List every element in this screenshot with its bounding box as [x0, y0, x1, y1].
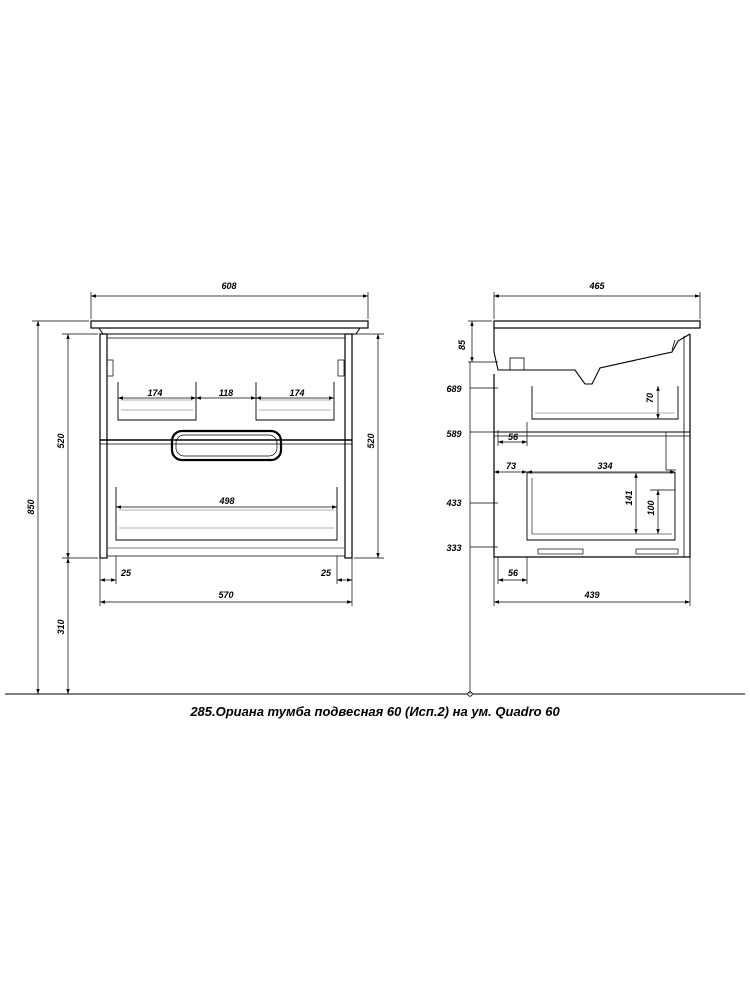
- dim-level-689: 689: [446, 384, 462, 394]
- dim-side-width-465: 465: [589, 281, 605, 291]
- dim-offset-right-25: 25: [320, 568, 332, 578]
- dim-mount-height-310: 310: [56, 619, 66, 635]
- front-view: [91, 321, 368, 558]
- dim-body-height-left-520: 520: [56, 433, 66, 449]
- dim-depth-56-bottom: 56: [507, 568, 519, 578]
- dim-total-height-850: 850: [26, 499, 36, 515]
- front-right-panel: [345, 334, 352, 558]
- dim-drawer-inner-498: 498: [219, 496, 235, 506]
- dim-drawer-height-141: 141: [624, 490, 634, 506]
- side-basin-profile: [494, 328, 690, 384]
- dim-inner-center-118: 118: [218, 388, 234, 398]
- dim-drawer-depth-334: 334: [597, 461, 613, 471]
- dim-body-width-570: 570: [218, 590, 234, 600]
- dim-offset-left-25: 25: [120, 568, 132, 578]
- dim-level-433: 433: [446, 498, 462, 508]
- dim-inner-left-174: 174: [147, 388, 163, 398]
- side-countertop: [494, 321, 700, 328]
- dim-inner-right-174: 174: [289, 388, 305, 398]
- side-siphon: [510, 358, 524, 370]
- front-countertop: [91, 321, 368, 328]
- dim-level-333: 333: [446, 543, 462, 553]
- dim-shelf-height-70: 70: [645, 392, 655, 404]
- dim-setback-73: 73: [505, 461, 517, 471]
- dim-level-589: 589: [446, 429, 462, 439]
- dim-body-height-right-520: 520: [366, 433, 376, 449]
- front-left-panel: [100, 334, 107, 558]
- dim-front-width-608: 608: [221, 281, 237, 291]
- dim-depth-56-top: 56: [507, 432, 519, 442]
- drawing-caption: 285.Ориана тумба подвесная 60 (Исп.2) на ум. Quadro 60: [190, 704, 560, 719]
- side-body: [494, 334, 690, 557]
- dim-drawer-height-100: 100: [646, 500, 656, 516]
- dim-body-depth-439: 439: [584, 590, 600, 600]
- dim-basin-height-85: 85: [457, 339, 467, 351]
- side-view: [494, 321, 700, 557]
